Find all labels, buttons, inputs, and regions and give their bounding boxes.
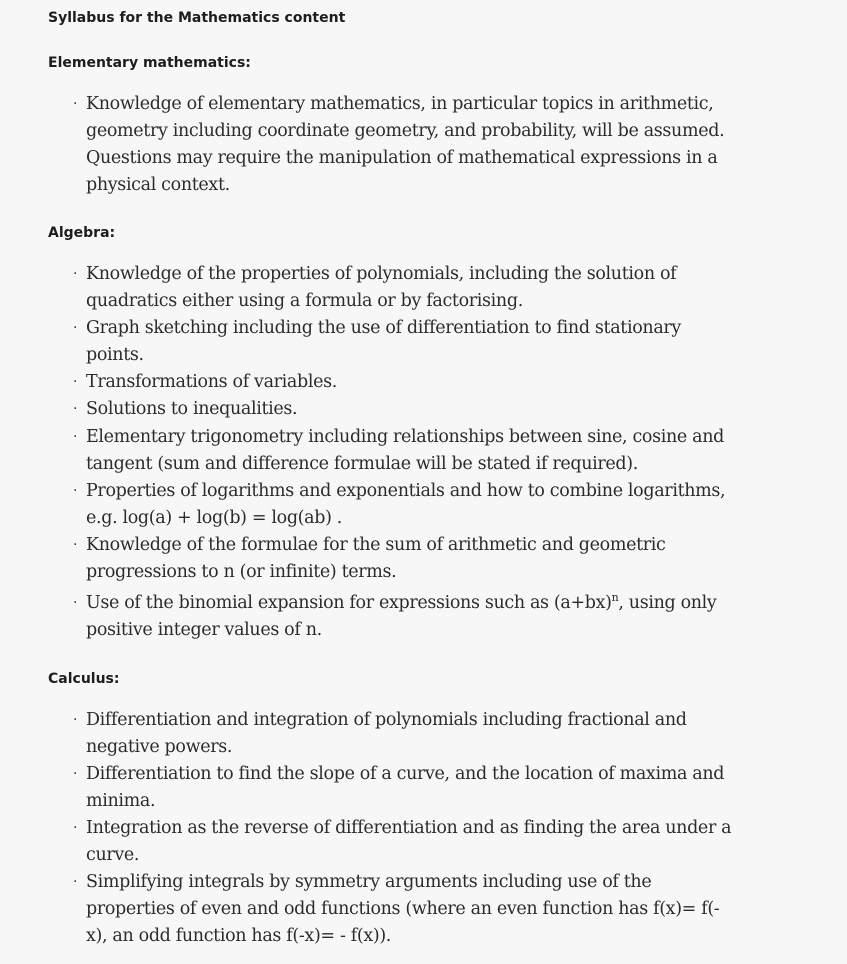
bullet-icon: · (73, 820, 78, 836)
bullet-icon: · (73, 712, 78, 728)
list-item: · Solutions to inequalities. (86, 396, 706, 423)
bullet-icon: · (73, 537, 78, 553)
list-item: · Knowledge of elementary mathematics, in particular topics in arithmetic, geometry including coordinate geometry, and probability, will be assumed. Questions may require the manipulation of mathematical expressions in a physical context. (86, 91, 706, 199)
list-item: · Differentiation to find the slope of a curve, and the location of maxima and minima. (86, 761, 706, 815)
bullet-icon: · (73, 401, 78, 417)
list-item: · Integration as the reverse of differentiation and as finding the area under a curve. (86, 815, 706, 869)
section-heading-calculus: Calculus: (48, 671, 120, 687)
bullet-icon: · (73, 595, 78, 611)
bullet-icon: · (73, 429, 78, 445)
bullet-icon: · (73, 374, 78, 390)
list-item: · Use of the binomial expansion for expressions such as $(a+bx)^n$, using only positive integer values of n. (73, 591, 717, 640)
list-item: · Elementary trigonometry including relationships between sine, cosine and tangent (sum and difference formulae will be stated if required). (86, 424, 706, 478)
list-item: · Differentiation and integration of polynomials including fractional and negative powers. (86, 707, 706, 761)
list-item: · Knowledge of the formulae for the sum of arithmetic and geometric progressions to n (or infinite) terms. (86, 532, 706, 586)
page-title: Syllabus for the Mathematics content (48, 10, 346, 26)
list-item: · Properties of logarithms and exponentials and how to combine logarithms, e.g. log(a) + log(b) = log(ab) . (86, 478, 706, 532)
bullet-icon: · (73, 96, 78, 112)
bullet-icon: · (73, 874, 78, 890)
bullet-icon: · (73, 766, 78, 782)
list-item: · Transformations of variables. (86, 369, 706, 396)
superscript: n (611, 591, 619, 604)
bullet-icon: · (73, 483, 78, 499)
list-item: · Simplifying integrals by symmetry arguments including use of the properties of even and odd functions (where an even function has f(x)= f(- x), an odd function has f(-x)= - f(x)). (86, 869, 706, 950)
list-item: · Graph sketching including the use of differentiation to find stationary points. (86, 315, 706, 369)
bullet-icon: · (73, 320, 78, 336)
section-heading-algebra: Algebra: (48, 225, 116, 241)
bullet-icon: · (73, 266, 78, 282)
list-item: · Knowledge of the properties of polynomials, including the solution of quadratics either using a formula or by factorising. (86, 261, 706, 315)
section-heading-elementary: Elementary mathematics: (48, 55, 251, 71)
